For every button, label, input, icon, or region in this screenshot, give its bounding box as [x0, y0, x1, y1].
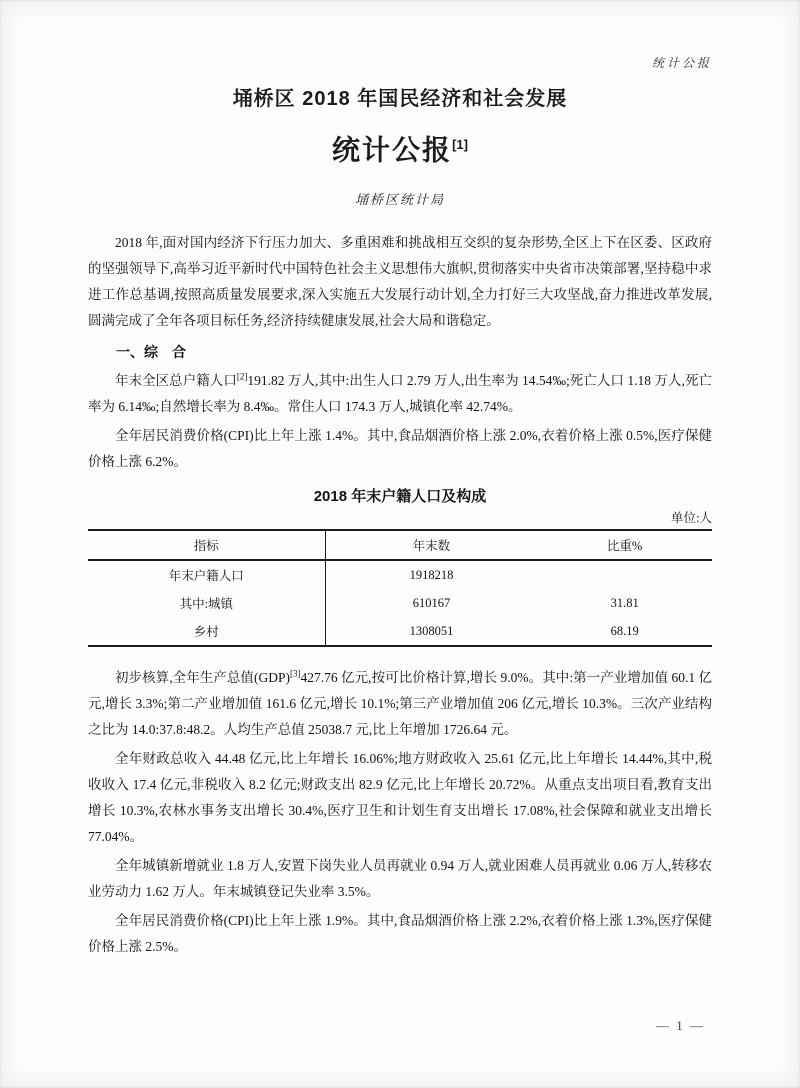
table-cell: 1918218 — [409, 567, 454, 582]
table-row — [88, 589, 712, 617]
document-title-line1: 埇桥区 2018 年国民经济和社会发展 — [232, 88, 568, 110]
section-heading-comprehensive: 一、综 合 — [116, 344, 186, 361]
table-header-share: 比重% — [537, 530, 712, 560]
table-unit-label: 单位:人 — [671, 511, 712, 526]
population-table — [88, 529, 712, 647]
employment-paragraph: 全年城镇新增就业 1.8 万人,安置下岗失业人员再就业 0.94 万人,就业困难人员再就业 0.06 万人,转移农业劳动力 1.62 万人。年末城镇登记失业率 3.5%。 — [88, 858, 712, 900]
table-title: 2018 年末户籍人口及构成 — [313, 488, 487, 506]
byline-agency: 埇桥区统计局 — [354, 192, 445, 208]
fiscal-paragraph: 全年财政总收入 44.48 亿元,比上年增长 16.06%;地方财政收入 25.61 亿元,比上年增长 14.44%,其中,税收收入 17.4 亿元,非税收入 8.2 亿元;财政支出 82.9 亿元,比上年增长 20.72%。从重点支出项目看,教育支出增长 10.3%,农林水事务支出增长 30.4%,医疗卫生和计划生育支出增长 17.08%,社会保障和就业支出增长 77.04%。 — [88, 751, 712, 845]
gdp-paragraph-post: 427.76 亿元,按可比价格计算,增长 9.0%。其中:第一产业增加值 60.1 亿元,增长 3.3%;第二产业增加值 161.6 亿元,增长 10.1%;第三产业增加值 206 亿元,增长 10.3%。三次产业结构之比为 14.0:37.8:48.2。人均生产总值 25038.7 元,比上年增加 1726.64 元。 — [88, 670, 713, 738]
population-table-block — [88, 487, 712, 647]
cpi-paragraph: 全年居民消费价格(CPI)比上年上涨 1.4%。其中,食品烟酒价格上涨 2.0%,衣着价格上涨 0.5%,医疗保健价格上涨 6.2%。 — [88, 428, 712, 470]
gdp-footnote-ref: [3] — [290, 668, 301, 679]
population-paragraph-pre: 年末全区总户籍人口 — [115, 373, 237, 389]
cpi-paragraph-2: 全年居民消费价格(CPI)比上年上涨 1.9%。其中,食品烟酒价格上涨 2.2%,衣着价格上涨 1.3%,医疗保健价格上涨 2.5%。 — [88, 913, 712, 955]
population-footnote-ref: [2] — [236, 371, 248, 382]
title-footnote-ref: [1] — [452, 137, 468, 152]
table-header-row — [88, 530, 712, 560]
table-cell: 其中:城镇 — [88, 589, 325, 617]
gdp-paragraph-pre: 初步核算,全年生产总值(GDP) — [115, 670, 290, 686]
table-row — [88, 617, 712, 646]
table-cell: 68.19 — [610, 623, 639, 638]
running-header: 统计公报 — [651, 56, 712, 70]
table-cell: 31.81 — [610, 595, 639, 610]
table-cell: 乡村 — [88, 617, 325, 646]
table-cell: 1308051 — [409, 623, 454, 638]
table-cell: 610167 — [412, 595, 451, 610]
page-number: — 1 — — [656, 1018, 705, 1033]
table-header-indicator: 指标 — [88, 530, 325, 560]
gdp-paragraph — [88, 665, 712, 743]
table-row — [88, 560, 712, 589]
intro-paragraph: 2018 年,面对国内经济下行压力加大、多重困难和挑战相互交织的复杂形势,全区上下在区委、区政府的坚强领导下,高举习近平新时代中国特色社会主义思想伟大旗帜,贯彻落实中央省市决策部署,坚持稳中求进工作总基调,按照高质量发展要求,深入实施五大发展行动计划,全力打好三大攻坚战,奋力推进改革发展,圆满完成了全年各项目标任务,经济持续健康发展,社会大局和谐稳定。 — [88, 235, 712, 329]
document-title-text: 统计公报 — [332, 134, 453, 166]
table-header-yearend: 年末数 — [325, 530, 537, 560]
document-title-line2 — [88, 128, 712, 167]
table-cell — [537, 560, 712, 589]
document-content — [88, 0, 712, 963]
population-paragraph-post: 191.82 万人,其中:出生人口 2.79 万人,出生率为 14.54‰;死亡人口 1.18 万人,死亡率为 6.14‰;自然增长率为 8.4‰。常住人口 174.3 万人,城镇化率 42.74%。 — [88, 373, 712, 415]
population-paragraph — [88, 368, 712, 420]
table-cell: 年末户籍人口 — [88, 560, 325, 589]
